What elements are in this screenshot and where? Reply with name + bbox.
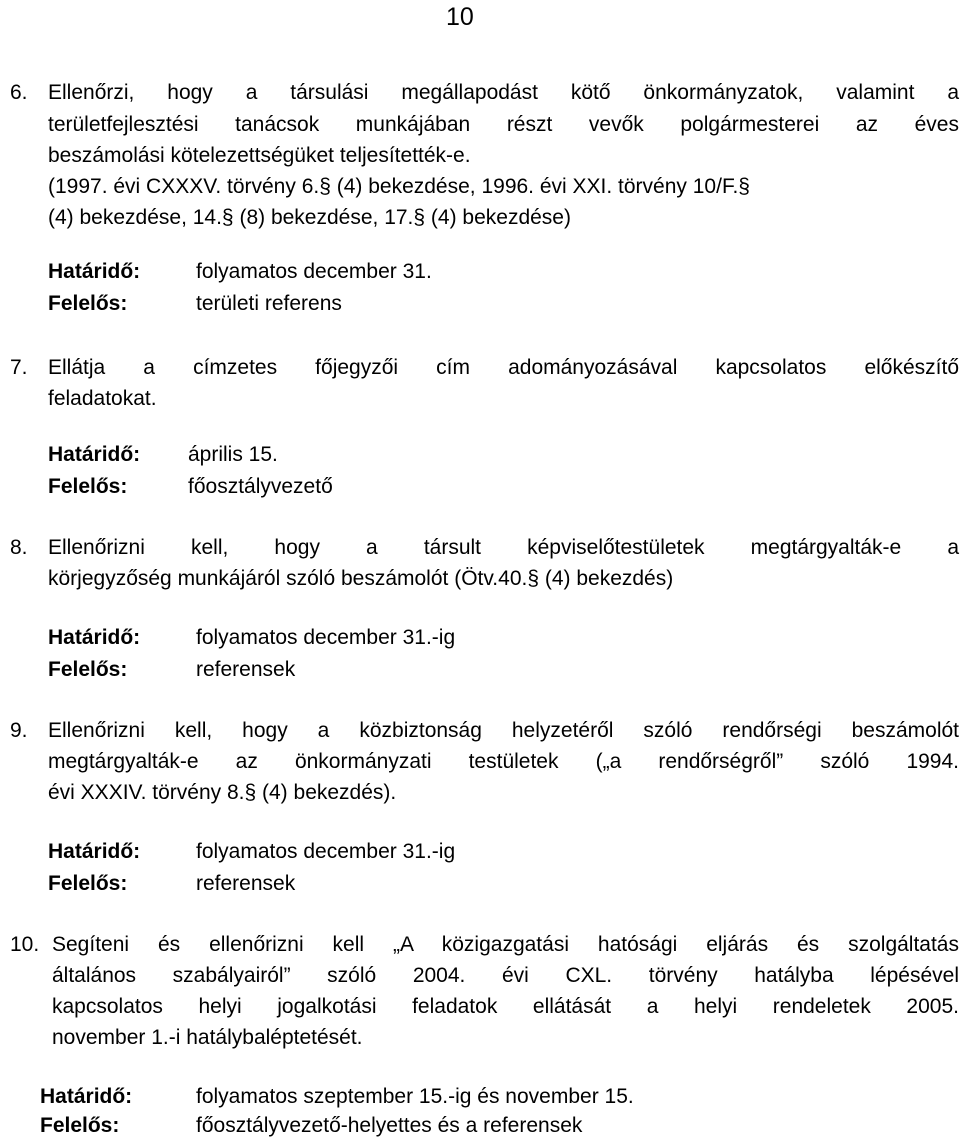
item-text-line: beszámolási kötelezettségüket teljesítették-e.: [48, 144, 471, 167]
deadline-value: folyamatos szeptember 15.-ig és november 15.: [196, 1085, 634, 1108]
responsible-label: Felelős:: [40, 1114, 120, 1137]
deadline-label: Határidő:: [40, 1085, 133, 1108]
deadline-value: folyamatos december 31.-ig: [196, 626, 456, 649]
item-text-line: november 1.-i hatálybaléptetését.: [52, 1026, 363, 1049]
item-text-line: Ellenőrizni kell, hogy a közbiztonság helyzetéről szóló rendőrségi beszámolót: [48, 719, 959, 742]
responsible-value: főosztályvezető-helyettes és a referensek: [196, 1114, 583, 1137]
item-text-line: megtárgyalták-e az önkormányzati testületek („a rendőrségről” szóló 1994.: [48, 750, 959, 773]
item-number: 9.: [10, 719, 28, 742]
deadline-label: Határidő:: [48, 260, 141, 283]
item-text-line: Segíteni és ellenőrizni kell „A közigazgatási hatósági eljárás és szolgáltatás: [52, 933, 959, 956]
deadline-value: folyamatos december 31.-ig: [196, 840, 456, 863]
deadline-label: Határidő:: [48, 840, 141, 863]
deadline-value: április 15.: [188, 443, 278, 466]
responsible-label: Felelős:: [48, 475, 128, 498]
item-text-line: (4) bekezdése, 14.§ (8) bekezdése, 17.§ (4) bekezdése): [48, 206, 571, 229]
responsible-label: Felelős:: [48, 872, 128, 895]
deadline-label: Határidő:: [48, 626, 141, 649]
responsible-label: Felelős:: [48, 658, 128, 681]
item-text-line: (1997. évi CXXXV. törvény 6.§ (4) bekezdése, 1996. évi XXI. törvény 10/F.§: [48, 175, 750, 198]
responsible-value: területi referens: [196, 292, 342, 315]
responsible-label: Felelős:: [48, 292, 128, 315]
item-text-line: körjegyzőség munkájáról szóló beszámolót (Ötv.40.§ (4) bekezdés): [48, 567, 674, 590]
item-number: 6.: [10, 81, 28, 104]
item-text-line: Ellenőrzi, hogy a társulási megállapodást kötő önkormányzatok, valamint a: [48, 81, 959, 104]
item-text-line: feladatokat.: [48, 387, 157, 410]
deadline-label: Határidő:: [48, 443, 141, 466]
item-text-line: területfejlesztési tanácsok munkájában részt vevők polgármesterei az éves: [48, 113, 959, 136]
item-text-line: Ellátja a címzetes főjegyzői cím adományozásával kapcsolatos előkészítő: [48, 356, 959, 379]
item-text-line: általános szabályairól” szóló 2004. évi CXL. törvény hatályba lépésével: [52, 964, 959, 987]
responsible-value: főosztályvezető: [188, 475, 333, 498]
item-text-line: kapcsolatos helyi jogalkotási feladatok ellátását a helyi rendeletek 2005.: [52, 995, 959, 1018]
responsible-value: referensek: [196, 872, 296, 895]
item-number: 8.: [10, 536, 28, 559]
item-text-line: évi XXXIV. törvény 8.§ (4) bekezdés).: [48, 781, 397, 804]
item-number: 7.: [10, 356, 28, 379]
responsible-value: referensek: [196, 658, 296, 681]
item-number: 10.: [10, 933, 40, 956]
page-number: 10: [446, 3, 474, 31]
item-text-line: Ellenőrizni kell, hogy a társult képviselőtestületek megtárgyalták-e a: [48, 536, 959, 559]
deadline-value: folyamatos december 31.: [196, 260, 432, 283]
